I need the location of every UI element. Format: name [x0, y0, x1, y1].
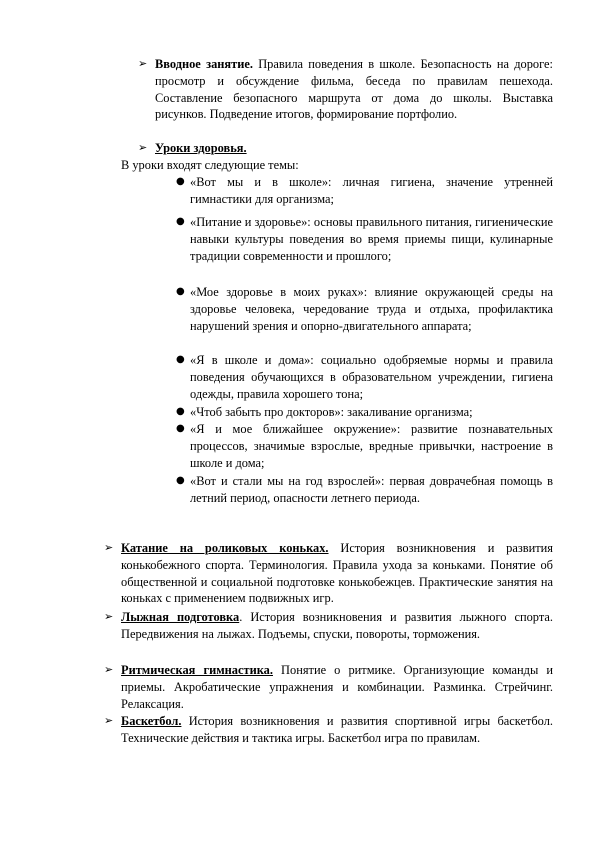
health-lessons-item — [138, 140, 553, 157]
ski-title: Лыжная подготовка — [121, 610, 240, 624]
arrow-bullet-icon: ➢ — [104, 663, 114, 676]
skating-title: Катание на роликовых коньках. — [121, 541, 329, 555]
bullet-dot-icon: ● — [176, 475, 185, 486]
intro-lesson-text: Правила поведения в школе. Безопасность на дороге: просмотр и обсуждение фильма, беседа по правилам пешехода. Составление безопасного маршрута от дома до школы. Выставка рисунков. Подведение итогов, формирование портфолио. — [155, 57, 553, 122]
bullet-dot-icon: ● — [176, 216, 185, 227]
intro-lesson-item — [138, 56, 553, 123]
topic-item: ● «Я в школе и дома»: социально одобряемые нормы и правила поведения обучающихся в образовательном учреждении, гигиена одежды, правила хорошего тона; — [176, 353, 553, 401]
health-lessons-title: Уроки здоровья. — [155, 141, 247, 155]
topic-item: ● «Вот и стали мы на год взрослей»: первая доврачебная помощь в летний период, опасности летнего периода. — [176, 474, 553, 505]
intro-lesson-title: Вводное занятие. — [155, 57, 253, 71]
topic-item: ● «Вот мы и в школе»: личная гигиена, значение утренней гимнастики для организма; — [176, 175, 553, 206]
arrow-bullet-icon: ➢ — [104, 610, 114, 623]
basketball-item: ➢ Баскетбол. История возникновения и развития спортивной игры баскетбол. Технические действия и тактика игры. Баскетбол игра по правилам. — [104, 714, 553, 745]
ski-item: ➢ Лыжная подготовка. История возникновения и развития лыжного спорта. Передвижения на лыжах. Подъемы, спуски, повороты, торможения. — [104, 610, 553, 641]
bullet-dot-icon: ● — [176, 286, 185, 297]
gymnastics-title: Ритмическая гимнастика. — [121, 663, 273, 677]
arrow-bullet-icon: ➢ — [104, 541, 114, 554]
bullet-dot-icon: ● — [176, 176, 185, 187]
topic-item: ● «Я и мое ближайшее окружение»: развитие познавательных процессов, значимые взрослые, вредные привычки, настроение в школе и дома; — [176, 422, 553, 470]
arrow-bullet-icon: ➢ — [104, 714, 114, 727]
gymnastics-item: ➢ Ритмическая гимнастика. Понятие о ритмике. Организующие команды и приемы. Акробатические упражнения и комбинации. Разминка. Стрейчинг. Релаксация. — [104, 663, 553, 711]
topic-item: ● «Чтоб забыть про докторов»: закаливание организма; — [176, 405, 473, 419]
arrow-bullet-icon: ➢ — [138, 57, 148, 70]
topic-item: ● «Мое здоровье в моих руках»: влияние окружающей среды на здоровье человека, чередование труда и отдыха, профилактика нарушений зрения и опорно-двигательного аппарата; — [176, 285, 553, 333]
topics-intro: В уроки входят следующие темы: — [121, 158, 299, 172]
arrow-bullet-icon: ➢ — [138, 141, 148, 154]
topic-item: ● «Питание и здоровье»: основы правильного питания, гигиенические навыки культуры поведения во время приемы пищи, кулинарные традиции современности и прошлого; — [176, 215, 553, 263]
skating-item: ➢ Катание на роликовых коньках. История возникновения и развития конькобежного спорта. Терминология. Правила ухода за коньками. Понятие об общественной и социальной подготовке конькобежцев. Практические занятия на коньках с применением подвижных игр. — [104, 541, 553, 606]
bullet-dot-icon: ● — [176, 406, 185, 417]
basketball-title: Баскетбол. — [121, 714, 182, 728]
bullet-dot-icon: ● — [176, 354, 185, 365]
bullet-dot-icon: ● — [176, 423, 185, 434]
